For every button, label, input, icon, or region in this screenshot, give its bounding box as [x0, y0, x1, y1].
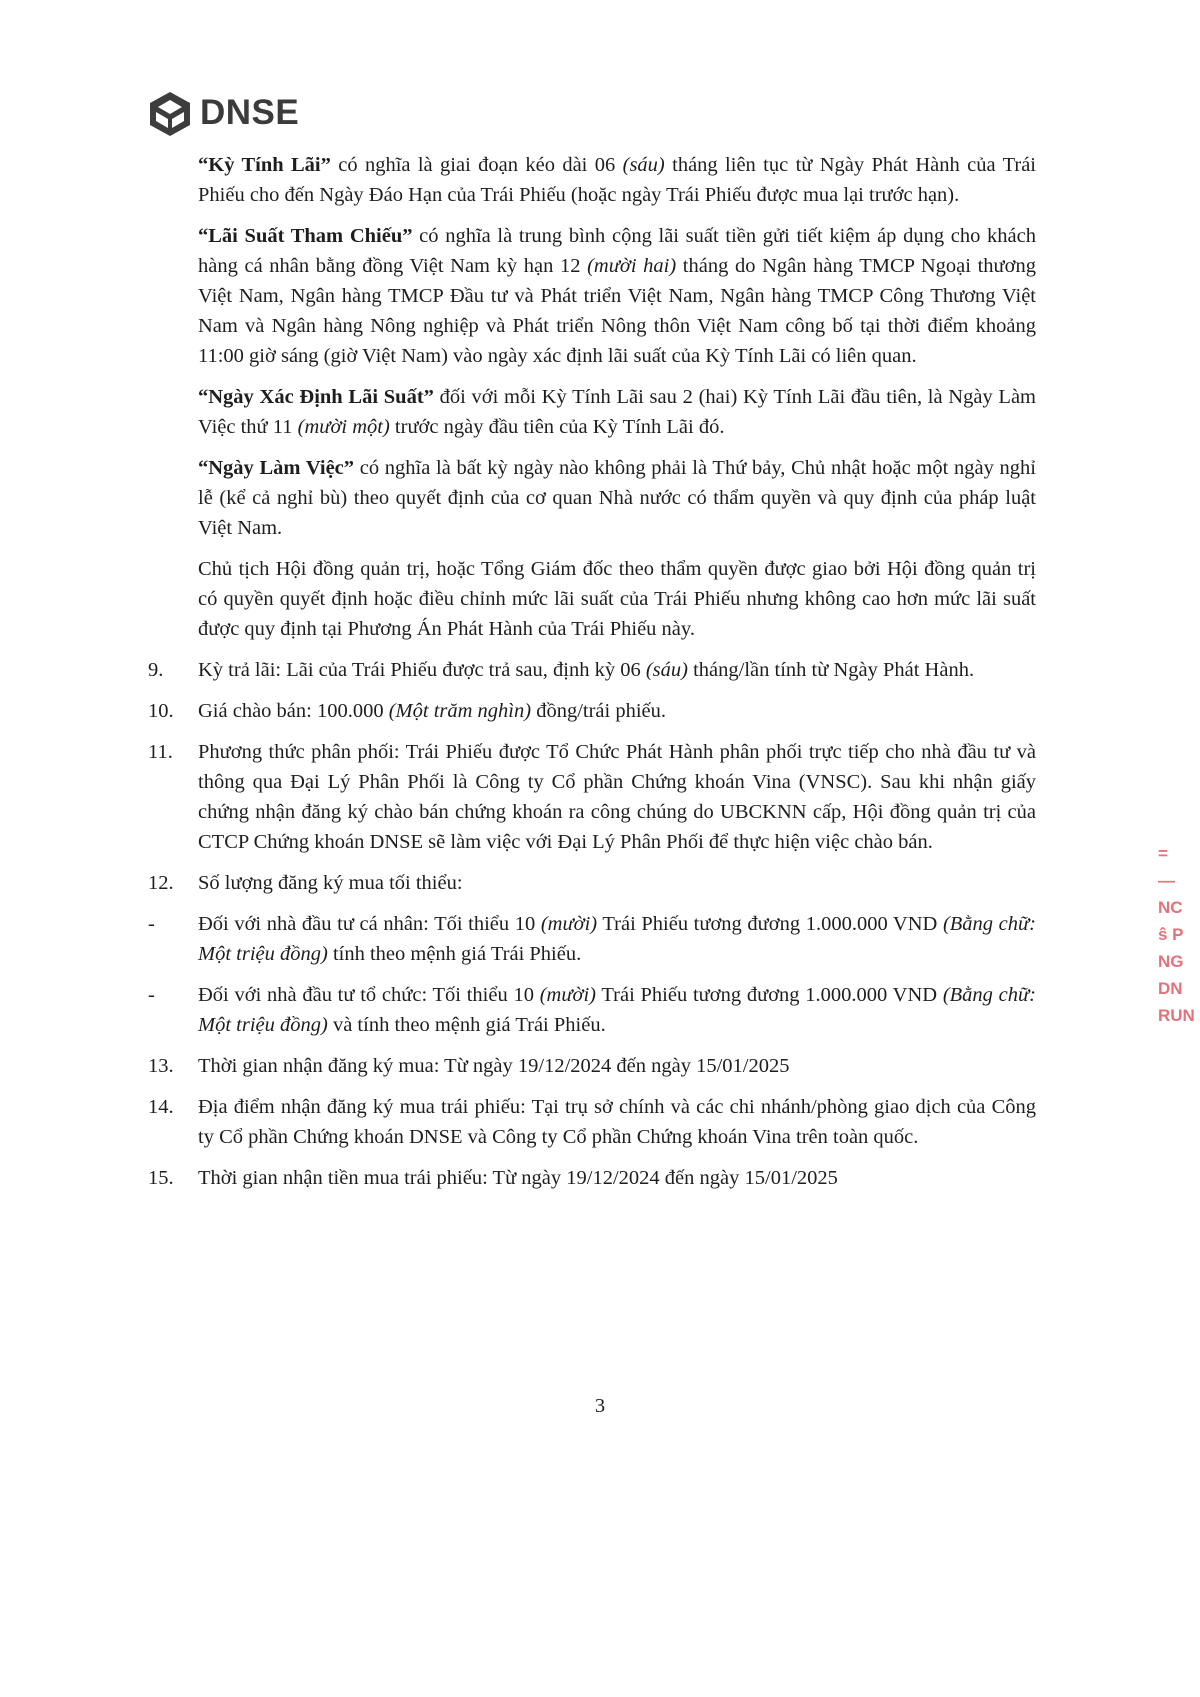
item-10 — [148, 696, 1036, 726]
red-stamp-fragment: = — NC ŝ P NG DN RUN — [1158, 844, 1195, 1025]
item-text: Thời gian nhận đăng ký mua: Từ ngày 19/12/2024 đến ngày 15/01/2025 — [198, 1055, 790, 1077]
item-text: Kỳ trả lãi: Lãi của Trái Phiếu được trả sau, định kỳ 06 (sáu) tháng/lần tính từ Ngày Phát Hành. — [198, 659, 975, 681]
definition-ky-tinh-lai: “Kỳ Tính Lãi” có nghĩa là giai đoạn kéo dài 06 (sáu) tháng liên tục từ Ngày Phát Hành của Trái Phiếu cho đến Ngày Đáo Hạn của Trái Phiếu (hoặc ngày Trái Phiếu được mua lại trước hạn). — [198, 154, 1036, 206]
page-number: 3 — [594, 1395, 606, 1417]
dash-item-individual — [148, 909, 1036, 969]
item-text: Đối với nhà đầu tư tổ chức: Tối thiểu 10 (mười) Trái Phiếu tương đương 1.000.000 VND (Bằng chữ: Một triệu đồng) và tính theo mệnh giá Trái Phiếu. — [198, 984, 1037, 1036]
item-text: Số lượng đăng ký mua tối thiểu: — [198, 872, 463, 894]
item-text: Địa điểm nhận đăng ký mua trái phiếu: Tại trụ sở chính và các chi nhánh/phòng giao dịch của Công ty Cổ phần Chứng khoán DNSE và Công ty Cổ phần Chứng khoán Vina trên toàn quốc. — [198, 1096, 1036, 1148]
item-14 — [148, 1092, 1036, 1152]
definition-ngay-xac-dinh-lai-suat: “Ngày Xác Định Lãi Suất” đối với mỗi Kỳ Tính Lãi sau 2 (hai) Kỳ Tính Lãi đầu tiên, là Ngày Làm Việc thứ 11 (mười một) trước ngày đầu tiên của Kỳ Tính Lãi đó. — [198, 386, 1037, 438]
dash-item-organization — [148, 980, 1036, 1040]
definition-ngay-lam-viec: “Ngày Làm Việc” có nghĩa là bất kỳ ngày nào không phải là Thứ bảy, Chủ nhật hoặc một ngày nghỉ lễ (kể cả nghỉ bù) theo quyết định của cơ quan Nhà nước có thẩm quyền và quy định của pháp luật Việt Nam. — [198, 457, 1036, 539]
item-text: Đối với nhà đầu tư cá nhân: Tối thiểu 10 (mười) Trái Phiếu tương đương 1.000.000 VND (Bằng chữ: Một triệu đồng) tính theo mệnh giá Trái Phiếu. — [198, 913, 1037, 965]
item-number: 9. — [148, 659, 164, 681]
item-11 — [148, 737, 1036, 857]
dnse-cube-logo-icon — [148, 90, 192, 136]
item-text: Phương thức phân phối: Trái Phiếu được Tổ Chức Phát Hành phân phối trực tiếp cho nhà đầu tư và thông qua Đại Lý Phân Phối là Công ty Cổ phần Chứng khoán Vina (VNSC). Sau khi nhận giấy chứng nhận đăng ký chào bán chứng khoán ra công chúng do UBCKNN cấp, Hội đồng quản trị của CTCP Chứng khoán DNSE sẽ làm việc với Đại Lý Phân Phối để thực hiện việc chào bán. — [198, 741, 1036, 853]
item-15 — [148, 1163, 1036, 1193]
item-number: 11. — [148, 741, 173, 763]
board-authority-paragraph: Chủ tịch Hội đồng quản trị, hoặc Tổng Giám đốc theo thẩm quyền được giao bởi Hội đồng quản trị có quyền quyết định hoặc điều chỉnh mức lãi suất của Trái Phiếu nhưng không cao hơn mức lãi suất được quy định tại Phương Án Phát Hành của Trái Phiếu này. — [198, 558, 1036, 640]
header-logo — [148, 90, 299, 136]
logo-text: DNSE — [200, 93, 300, 132]
item-9 — [148, 655, 1036, 685]
item-12 — [148, 868, 1036, 898]
item-text: Giá chào bán: 100.000 (Một trăm nghìn) đồng/trái phiếu. — [198, 700, 667, 722]
item-number: 10. — [148, 700, 174, 722]
definition-term: “Ngày Xác Định Lãi Suất” — [198, 386, 434, 408]
item-13 — [148, 1051, 1036, 1081]
definition-term: “Lãi Suất Tham Chiếu” — [198, 225, 413, 247]
item-number: 13. — [148, 1055, 174, 1077]
item-text: Thời gian nhận tiền mua trái phiếu: Từ ngày 19/12/2024 đến ngày 15/01/2025 — [198, 1167, 838, 1189]
item-number: 14. — [148, 1096, 174, 1118]
item-number: 12. — [148, 872, 174, 894]
dash-bullet: - — [148, 984, 155, 1006]
definition-lai-suat-tham-chieu: “Lãi Suất Tham Chiếu” có nghĩa là trung bình cộng lãi suất tiền gửi tiết kiệm áp dụng cho khách hàng cá nhân bằng đồng Việt Nam kỳ hạn 12 (mười hai) tháng do Ngân hàng TMCP Ngoại thương Việt Nam, Ngân hàng TMCP Đầu tư và Phát triển Việt Nam, Ngân hàng TMCP Công Thương Việt Nam và Ngân hàng Nông nghiệp và Phát triển Nông thôn Việt Nam công bố tại thời điểm khoảng 11:00 giờ sáng (giờ Việt Nam) vào ngày xác định lãi suất của Kỳ Tính Lãi có liên quan. — [198, 225, 1036, 367]
definition-term: “Kỳ Tính Lãi” — [198, 154, 331, 176]
document-body — [148, 150, 1036, 1204]
dash-bullet: - — [148, 913, 155, 935]
item-number: 15. — [148, 1167, 174, 1189]
definition-term: “Ngày Làm Việc” — [198, 457, 355, 479]
